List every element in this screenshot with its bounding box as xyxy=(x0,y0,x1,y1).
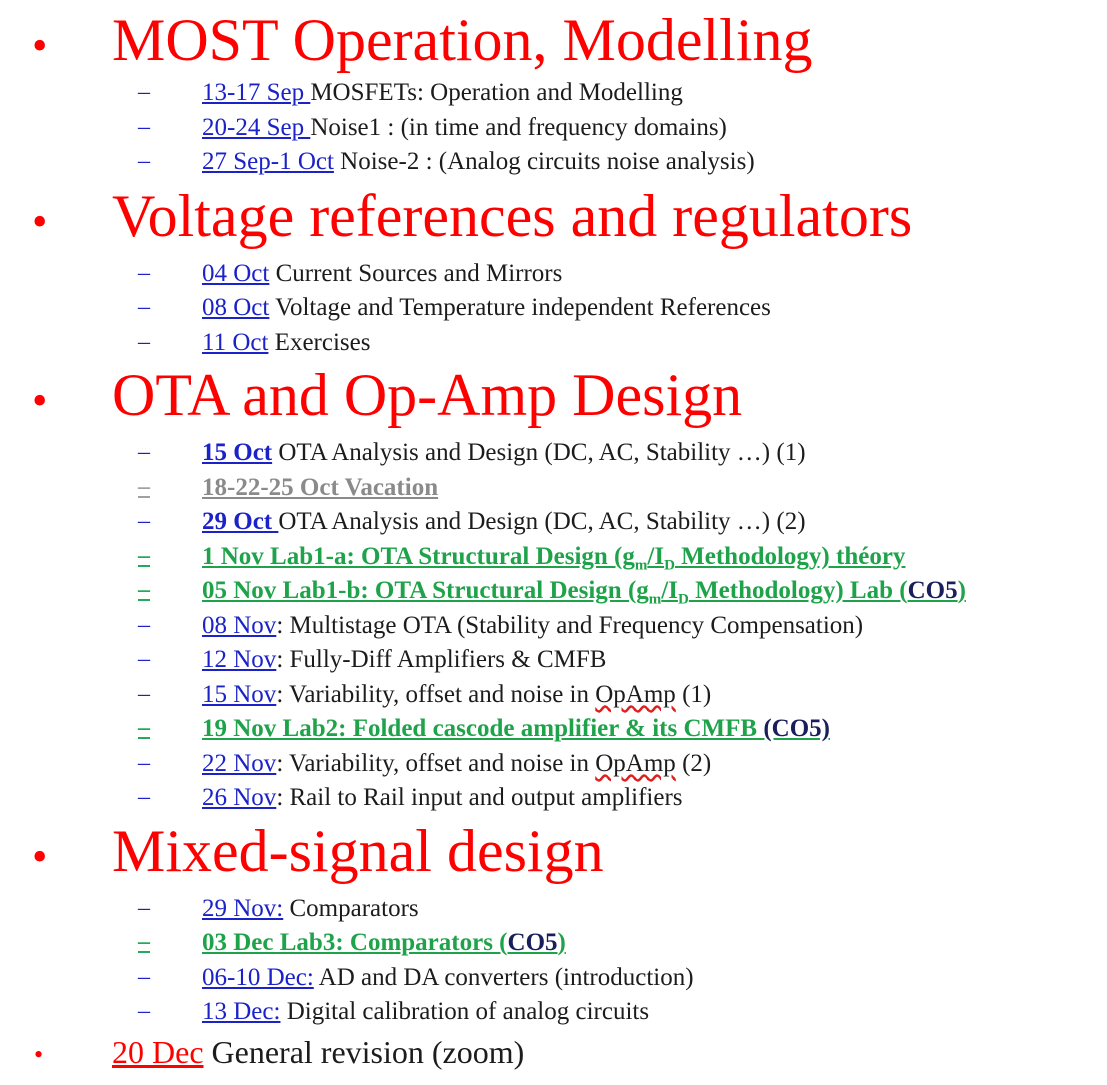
date-link[interactable]: 29 Oct xyxy=(202,508,279,535)
dash-marker: – xyxy=(138,439,150,465)
item-text xyxy=(202,295,771,320)
date-link[interactable]: 13-17 Sep xyxy=(202,79,311,106)
item-description: Noise1 : (in time and frequency domains) xyxy=(310,114,727,141)
list-item xyxy=(0,645,1107,679)
date-link[interactable]: 20 Dec xyxy=(112,1034,204,1070)
date-link[interactable]: 26 Nov xyxy=(202,784,277,811)
section-ota xyxy=(0,361,1107,431)
section-most xyxy=(0,6,1107,76)
item-text xyxy=(202,785,683,810)
section-title: MOST Operation, Modelling xyxy=(112,7,813,73)
spellcheck-word: OpAmp xyxy=(595,750,676,777)
date-link[interactable]: 08 Oct xyxy=(202,294,270,321)
list-item xyxy=(0,259,1107,293)
item-description: AD and DA converters (introduction) xyxy=(313,964,694,991)
list-item xyxy=(0,894,1107,928)
section-bullet: • xyxy=(32,376,48,425)
list-item xyxy=(0,963,1107,997)
co-tag: CO5 xyxy=(907,577,958,604)
item-description: Digital calibration of analog circuits xyxy=(280,998,650,1025)
date-link[interactable]: 06-10 Dec: xyxy=(202,964,314,991)
dash-marker: – xyxy=(138,577,150,603)
item-description: Voltage and Temperature independent References xyxy=(269,294,771,321)
item-description: Exercises xyxy=(268,329,371,356)
date-link[interactable]: 08 Nov xyxy=(202,612,277,639)
list-item xyxy=(0,293,1107,327)
dash-marker: – xyxy=(138,646,150,672)
item-text xyxy=(202,999,649,1024)
date-link[interactable]: 13 Dec: xyxy=(202,998,281,1025)
date-link[interactable]: 11 Oct xyxy=(202,329,269,356)
item-description: OTA Analysis and Design (DC, AC, Stability …) (1) xyxy=(272,439,806,466)
dash-marker: – xyxy=(138,750,150,776)
date-link[interactable]: 22 Nov xyxy=(202,750,277,777)
section-bullet: • xyxy=(34,1040,44,1069)
lab-link[interactable]: 05 Nov Lab1-b: OTA Structural Design ($g_m/I_D$ Methodology) Lab (CO5) xyxy=(202,577,966,608)
list-item xyxy=(0,542,1107,576)
section-bullet: • xyxy=(32,832,48,881)
list-item xyxy=(0,147,1107,181)
list-item xyxy=(0,78,1107,112)
spellcheck-word: OpAmp xyxy=(595,681,676,708)
section-voltage xyxy=(0,182,1107,252)
item-description: : Rail to Rail input and output amplifiers xyxy=(276,784,683,811)
section-mixed xyxy=(0,817,1107,887)
item-text xyxy=(202,115,727,140)
co-tag: (CO5) xyxy=(757,715,830,742)
item-text xyxy=(202,613,863,638)
dash-marker: – xyxy=(138,715,150,741)
dash-marker: – xyxy=(138,784,150,810)
vacation-text[interactable]: 18-22-25 Oct Vacation xyxy=(202,474,439,501)
date-link[interactable]: 15 Nov xyxy=(202,681,277,708)
item-text xyxy=(202,896,419,921)
list-item xyxy=(0,928,1107,962)
item-text xyxy=(202,149,755,174)
item-description: OTA Analysis and Design (DC, AC, Stability …) (2) xyxy=(278,508,806,535)
item-description: : Variability, offset and noise in xyxy=(276,681,596,708)
list-item xyxy=(0,576,1107,610)
item-description: Comparators xyxy=(283,895,419,922)
dash-marker: – xyxy=(138,929,150,955)
item-text: 22 Nov: Variability, offset and noise in OpAmp (2) xyxy=(202,750,712,777)
section-bullet: • xyxy=(32,197,48,246)
list-item xyxy=(0,714,1107,748)
date-link[interactable]: 12 Nov xyxy=(202,646,277,673)
item-description: General revision (zoom) xyxy=(203,1034,525,1070)
dash-marker: – xyxy=(138,508,150,534)
item-text xyxy=(202,261,562,286)
item-text xyxy=(202,80,683,105)
date-link[interactable]: 15 Oct xyxy=(202,439,273,466)
lab-link[interactable]: 19 Nov Lab2: Folded cascode amplifier & its CMFB (CO5) xyxy=(202,715,830,742)
item-description: Noise-2 : (Analog circuits noise analysis) xyxy=(333,148,755,175)
list-item xyxy=(0,611,1107,645)
item-text xyxy=(202,647,606,672)
dash-marker: – xyxy=(138,998,150,1024)
item-description: : Variability, offset and noise in xyxy=(276,750,596,777)
lab-link[interactable]: 03 Dec Lab3: Comparators (CO5) xyxy=(202,929,566,956)
date-link[interactable]: 20-24 Sep xyxy=(202,114,311,141)
list-item xyxy=(0,113,1107,147)
item-text xyxy=(112,1034,524,1071)
dash-marker: – xyxy=(138,964,150,990)
dash-marker: – xyxy=(138,612,150,638)
section-title: Voltage references and regulators xyxy=(112,183,913,249)
item-text xyxy=(202,330,370,355)
dash-marker: – xyxy=(138,895,150,921)
dash-marker: – xyxy=(138,114,150,140)
dash-marker: – xyxy=(138,148,150,174)
section-title: Mixed-signal design xyxy=(112,818,604,884)
lab-link[interactable]: 1 Nov Lab1-a: OTA Structural Design ($g_m/I_D$ Methodology) théory xyxy=(202,543,906,574)
list-item xyxy=(0,749,1107,783)
section-title: OTA and Op-Amp Design xyxy=(112,362,743,428)
item-description: : Multistage OTA (Stability and Frequency Compensation) xyxy=(276,612,864,639)
dash-marker: – xyxy=(138,329,150,355)
final-item xyxy=(0,1032,1107,1072)
dash-marker: – xyxy=(138,294,150,320)
item-text xyxy=(202,509,806,534)
section-bullet: • xyxy=(32,21,48,70)
dash-marker: – xyxy=(138,79,150,105)
dash-marker: – xyxy=(138,260,150,286)
list-item xyxy=(0,680,1107,714)
dash-marker: – xyxy=(138,474,150,500)
list-item xyxy=(0,783,1107,817)
dash-marker: – xyxy=(138,681,150,707)
list-item xyxy=(0,997,1107,1031)
list-item xyxy=(0,438,1107,472)
date-link[interactable]: 29 Nov: xyxy=(202,895,284,922)
dash-marker: – xyxy=(138,543,150,569)
co-tag: CO5 xyxy=(507,929,558,956)
item-text: 15 Nov: Variability, offset and noise in OpAmp (1) xyxy=(202,681,712,708)
item-text xyxy=(202,440,806,465)
item-description: : Fully-Diff Amplifiers & CMFB xyxy=(276,646,607,673)
date-link[interactable]: 27 Sep-1 Oct xyxy=(202,148,334,175)
date-link[interactable]: 04 Oct xyxy=(202,260,270,287)
item-description: Current Sources and Mirrors xyxy=(269,260,563,287)
item-text xyxy=(202,965,694,990)
list-item xyxy=(0,328,1107,362)
list-item xyxy=(0,473,1107,507)
item-description: MOSFETs: Operation and Modelling xyxy=(310,79,683,106)
list-item xyxy=(0,507,1107,541)
